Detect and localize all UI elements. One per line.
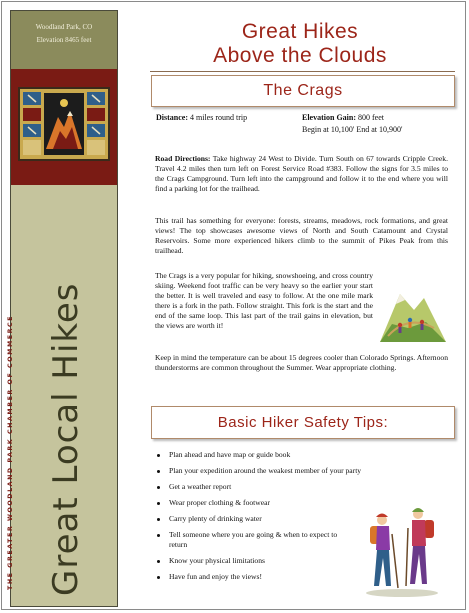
location-text: Woodland Park, CO [35,23,93,31]
safety-heading: Basic Hiker Safety Tips: [151,406,455,439]
title-divider [150,71,455,72]
road-directions [155,154,448,194]
list-item: Plan your expedition around the weakest member of your party [154,466,439,475]
page-title [150,20,450,68]
gain-value: 800 feet [358,113,385,122]
title-line-1: Great Hikes [241,20,359,43]
distance-value: 4 miles round trip [190,113,248,122]
mountain-logo-icon [18,87,110,161]
list-item: Plan ahead and have map or guide book [154,450,369,459]
hikers-on-mountain-icon [378,284,448,344]
list-item: Wear proper clothing & footwear [154,498,369,507]
elevation-text: Elevation 8465 feet [36,36,92,44]
trail-popularity: The Crags is a very popular for hiking, snowshoeing, and cross country skiing. Weekend foot traffic can be very heavy so the earlier your start the better. It is well traveled and easy to follow. At the one mile mark there is a fork in the path. Follow straight. This fork is the start and the end of the same loop. This last part of the trail gains in elevation, but the views are worth it! [155,271,373,330]
begin-end-text: Begin at 10,100' End at 10,900' [302,125,403,134]
list-item: Get a weather report [154,482,369,491]
gain-row [302,113,384,123]
directions-text: Take highway 24 West to Divide. Turn South on 67 towards Cripple Creek. Travel 4.2 miles then turn left on Forest Service Road #383. Follow the signs for 3.5 miles to the Crags Campground. Turn left into the campground and follow it to the end where you will find a parking lot for the trailhead. [155,154,448,193]
trail-description: This trail has something for everyone: forests, streams, meadows, rock formations, and great views! The top showcases awesome views of North and South Catamount and Crystal Reservoirs. Some more experienced hikers climb to the summit of Pikes Peak from this trailhead. [155,216,448,255]
temperature-note: Keep in mind the temperature can be about 15 degrees cooler than Colorado Springs. Afternoon thunderstorms are common throughout the Summer. Wear appropriate clothing. [155,353,448,372]
distance-row [156,113,247,123]
list-item: Carry plenty of drinking water [154,514,369,523]
list-item: Know your physical limitations [154,556,369,565]
list-item: Have fun and enjoy the views! [154,572,369,581]
two-hikers-icon [362,498,442,598]
sidebar-header [11,11,117,69]
chamber-name: THE GREATER WOODLAND PARK CHAMBER OF COMMERCE [7,314,14,590]
distance-label: Distance: [156,113,188,122]
gain-label: Elevation Gain: [302,113,357,122]
title-line-2: Above the Clouds [213,44,387,67]
list-item: Tell someone where you are going & when to expect to return [154,530,339,549]
logo-panel [11,69,117,185]
crags-heading: The Crags [151,75,455,107]
directions-label: Road Directions: [155,154,211,163]
vertical-title: Great Local Hikes [46,282,86,596]
